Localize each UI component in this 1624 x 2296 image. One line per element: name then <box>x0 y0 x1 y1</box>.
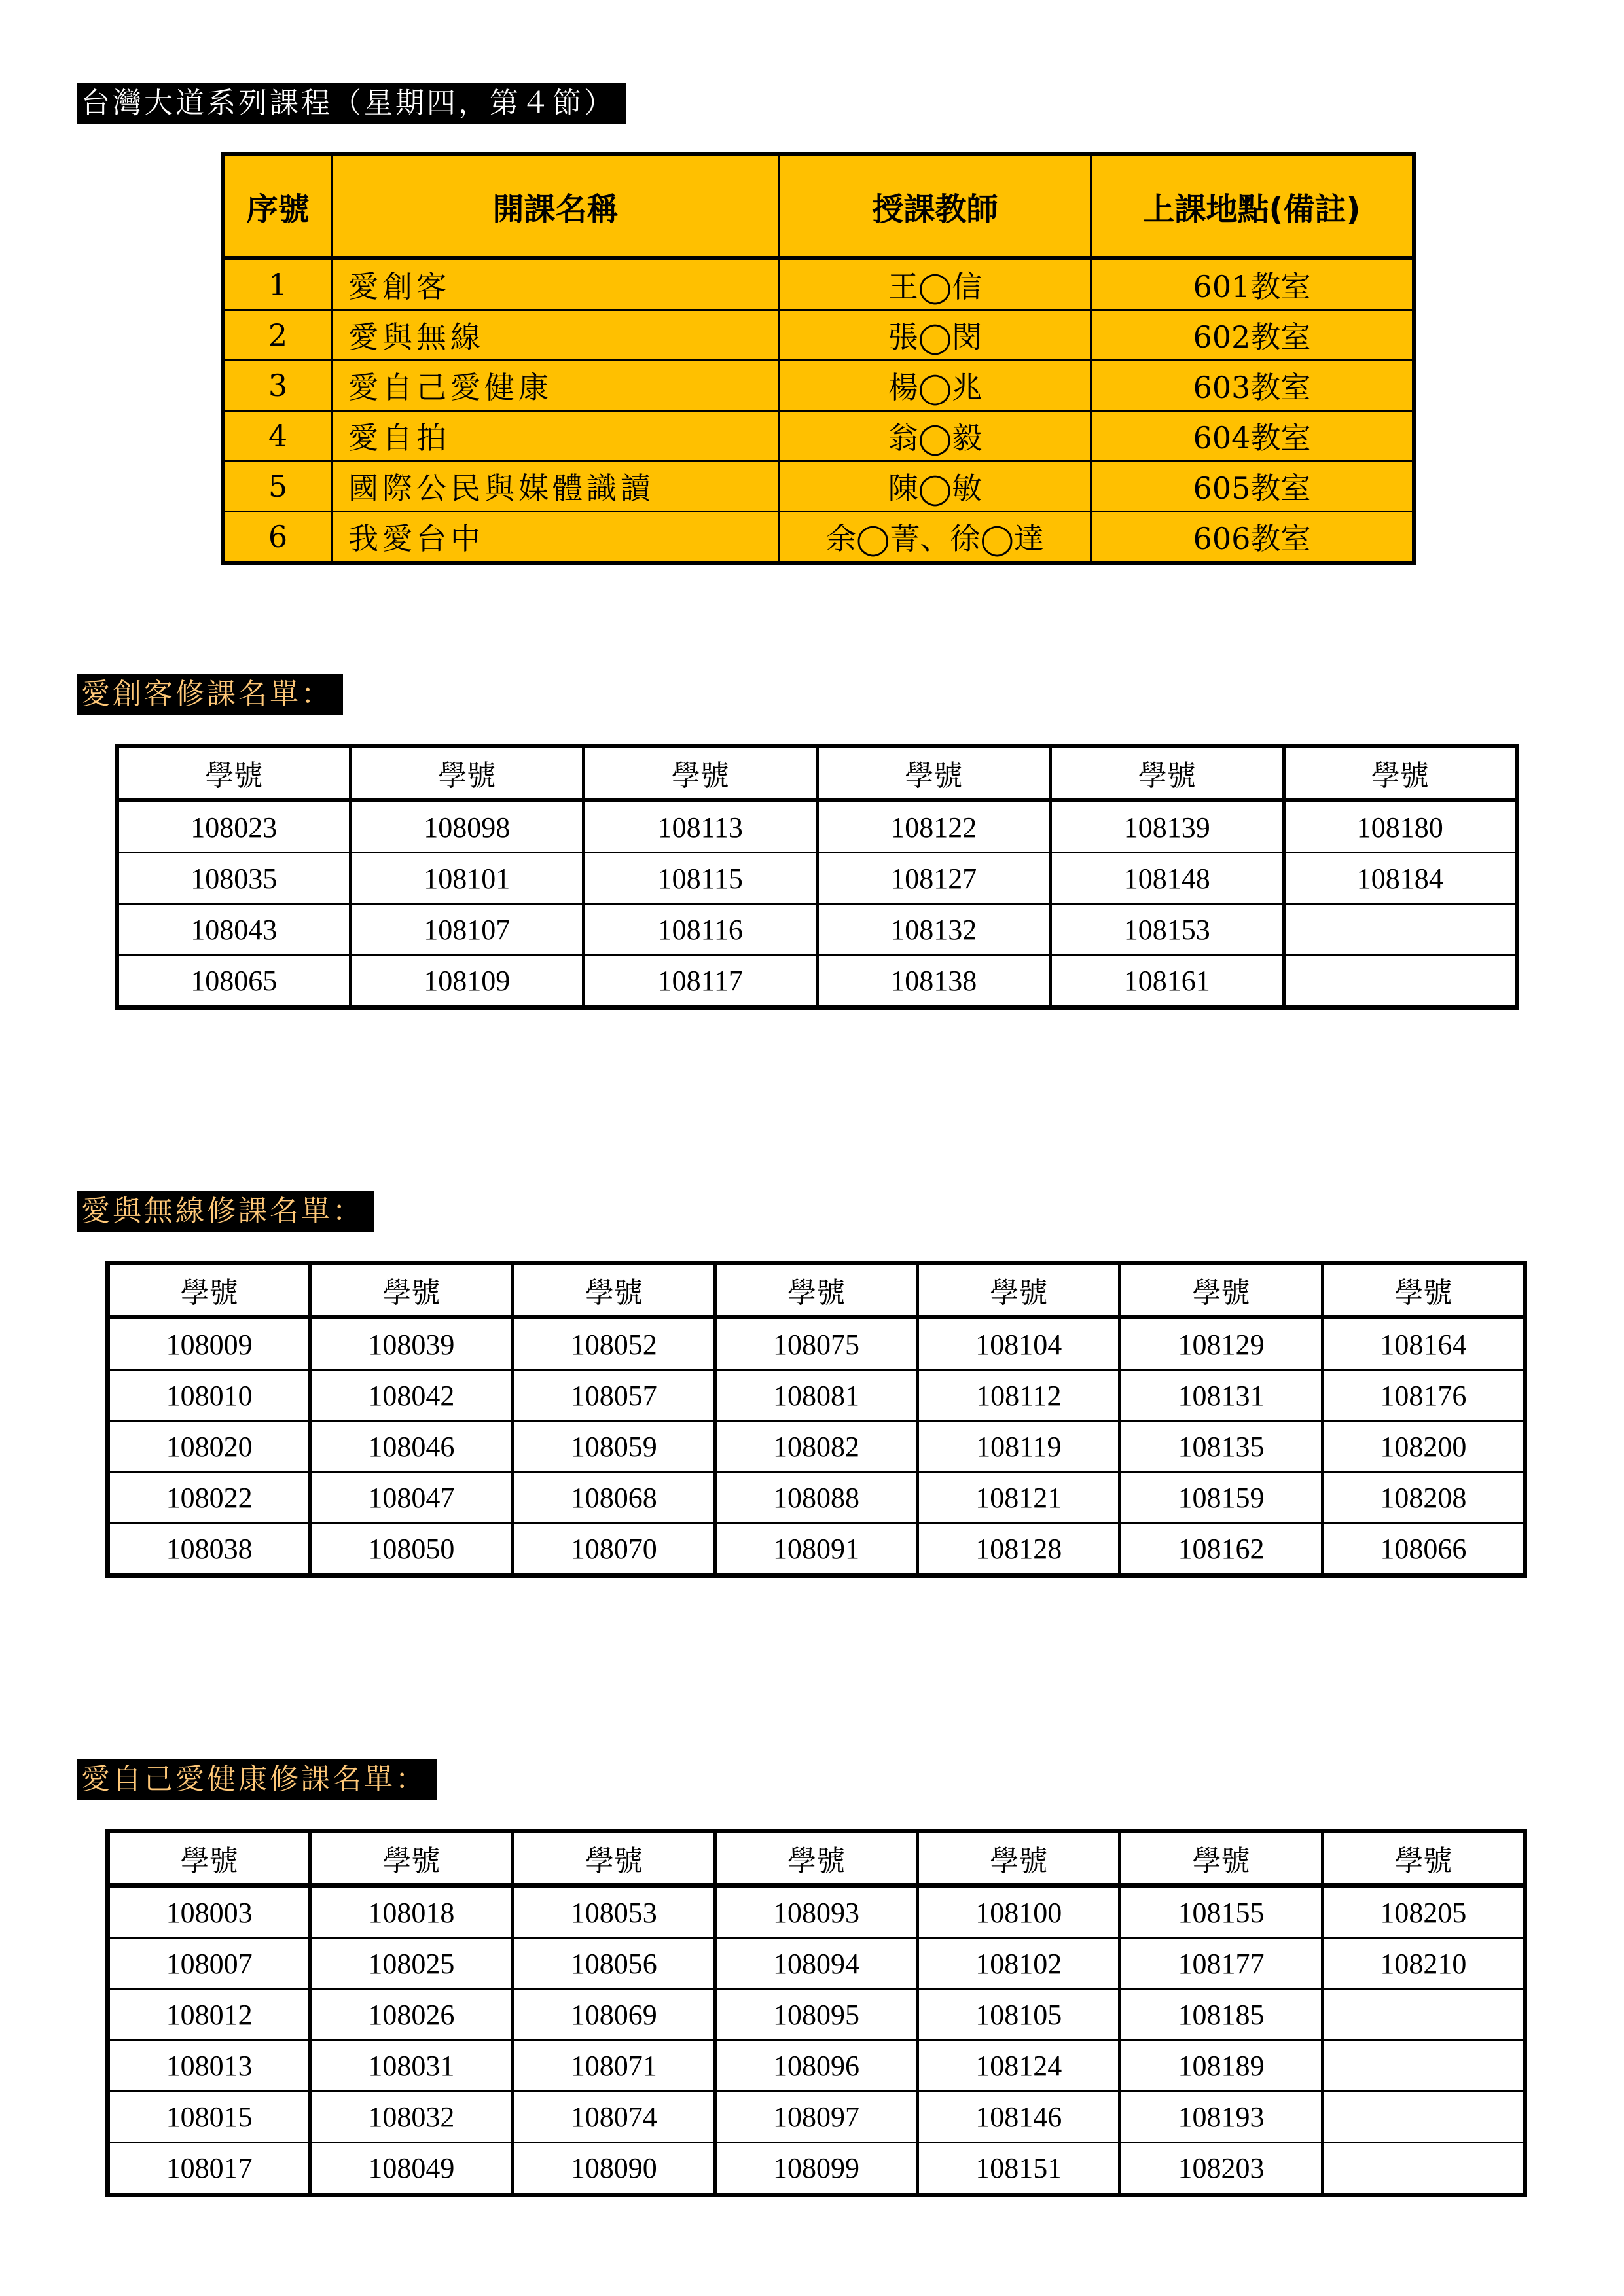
roster-title-health: 愛自己愛健康修課名單： <box>77 1759 437 1800</box>
student-id-cell: 108020 <box>108 1421 310 1472</box>
course-location: 602教室 <box>1091 310 1415 361</box>
student-id-cell: 108193 <box>1120 2091 1322 2142</box>
course-row <box>223 461 1415 512</box>
student-id-cell: 108050 <box>310 1523 513 1576</box>
student-id-cell: 108115 <box>584 853 818 904</box>
student-id-cell: 108105 <box>918 1989 1120 2040</box>
roster-column-header: 學號 <box>513 1263 715 1318</box>
student-id-cell: 108200 <box>1322 1421 1525 1472</box>
student-id-cell: 108094 <box>715 1938 917 1989</box>
student-id-cell: 108121 <box>918 1472 1120 1523</box>
student-id-cell: 108153 <box>1051 904 1284 955</box>
header-teacher: 授課教師 <box>780 154 1091 259</box>
student-id-cell: 108208 <box>1322 1472 1525 1523</box>
student-id-cell: 108013 <box>108 2040 310 2091</box>
table-row <box>108 1938 1525 1989</box>
roster-table-wireless <box>105 1261 1527 1578</box>
table-row <box>108 1318 1525 1371</box>
course-name: 我愛台中 <box>332 512 780 564</box>
student-id-cell <box>1322 2040 1525 2091</box>
student-id-cell: 108116 <box>584 904 818 955</box>
course-name: 愛自拍 <box>332 411 780 461</box>
course-name: 愛創客 <box>332 259 780 310</box>
header-serial: 序號 <box>223 154 332 259</box>
table-row <box>108 1370 1525 1421</box>
course-serial: 2 <box>223 310 332 361</box>
student-id-cell: 108057 <box>513 1370 715 1421</box>
table-row <box>108 1421 1525 1472</box>
student-id-cell: 108093 <box>715 1886 917 1939</box>
roster-column-header: 學號 <box>1322 1263 1525 1318</box>
roster-column-header: 學號 <box>715 1263 917 1318</box>
student-id-cell: 108176 <box>1322 1370 1525 1421</box>
student-id-cell: 108081 <box>715 1370 917 1421</box>
student-id-cell: 108065 <box>117 955 351 1008</box>
student-id-cell: 108009 <box>108 1318 310 1371</box>
student-id-cell <box>1322 2142 1525 2195</box>
roster-column-header: 學號 <box>108 1263 310 1318</box>
course-teacher: 余◯菁、徐◯達 <box>780 512 1091 564</box>
roster-column-header: 學號 <box>1322 1831 1525 1886</box>
student-id-cell: 108148 <box>1051 853 1284 904</box>
student-id-cell: 108042 <box>310 1370 513 1421</box>
student-id-cell: 108003 <box>108 1886 310 1939</box>
student-id-cell: 108162 <box>1120 1523 1322 1576</box>
table-row <box>108 2040 1525 2091</box>
student-id-cell: 108039 <box>310 1318 513 1371</box>
student-id-cell: 108043 <box>117 904 351 955</box>
student-id-cell: 108139 <box>1051 800 1284 853</box>
course-location: 601教室 <box>1091 259 1415 310</box>
student-id-cell: 108032 <box>310 2091 513 2142</box>
student-id-cell: 108146 <box>918 2091 1120 2142</box>
student-id-cell: 108095 <box>715 1989 917 2040</box>
course-serial: 4 <box>223 411 332 461</box>
student-id-cell: 108127 <box>817 853 1051 904</box>
student-id-cell: 108161 <box>1051 955 1284 1008</box>
roster-column-header: 學號 <box>918 1831 1120 1886</box>
course-location: 603教室 <box>1091 361 1415 411</box>
roster-title-maker: 愛創客修課名單： <box>77 674 343 715</box>
roster-column-header: 學號 <box>1120 1831 1322 1886</box>
course-teacher: 陳◯敏 <box>780 461 1091 512</box>
student-id-cell: 108189 <box>1120 2040 1322 2091</box>
student-id-cell: 108070 <box>513 1523 715 1576</box>
student-id-cell: 108075 <box>715 1318 917 1371</box>
student-id-cell: 108117 <box>584 955 818 1008</box>
student-id-cell: 108113 <box>584 800 818 853</box>
student-id-cell: 108068 <box>513 1472 715 1523</box>
student-id-cell: 108107 <box>350 904 584 955</box>
roster-column-header: 學號 <box>1284 746 1517 800</box>
student-id-cell: 108177 <box>1120 1938 1322 1989</box>
student-id-cell: 108119 <box>918 1421 1120 1472</box>
student-id-cell: 108104 <box>918 1318 1120 1371</box>
course-serial: 3 <box>223 361 332 411</box>
course-teacher: 張◯閔 <box>780 310 1091 361</box>
student-id-cell: 108091 <box>715 1523 917 1576</box>
table-row <box>108 1523 1525 1576</box>
header-location: 上課地點(備註) <box>1091 154 1415 259</box>
roster-header-row <box>117 746 1517 800</box>
student-id-cell: 108059 <box>513 1421 715 1472</box>
student-id-cell: 108185 <box>1120 1989 1322 2040</box>
student-id-cell: 108025 <box>310 1938 513 1989</box>
table-row <box>117 955 1517 1008</box>
student-id-cell: 108184 <box>1284 853 1517 904</box>
student-id-cell: 108109 <box>350 955 584 1008</box>
student-id-cell: 108056 <box>513 1938 715 1989</box>
roster-column-header: 學號 <box>918 1263 1120 1318</box>
table-row <box>108 2142 1525 2195</box>
student-id-cell: 108046 <box>310 1421 513 1472</box>
student-id-cell: 108071 <box>513 2040 715 2091</box>
student-id-cell: 108031 <box>310 2040 513 2091</box>
student-id-cell: 108210 <box>1322 1938 1525 1989</box>
student-id-cell: 108132 <box>817 904 1051 955</box>
roster-column-header: 學號 <box>1120 1263 1322 1318</box>
course-location: 606教室 <box>1091 512 1415 564</box>
student-id-cell: 108038 <box>108 1523 310 1576</box>
course-row <box>223 310 1415 361</box>
student-id-cell: 108151 <box>918 2142 1120 2195</box>
student-id-cell: 108135 <box>1120 1421 1322 1472</box>
student-id-cell <box>1284 955 1517 1008</box>
student-id-cell: 108102 <box>918 1938 1120 1989</box>
student-id-cell: 108088 <box>715 1472 917 1523</box>
student-id-cell: 108069 <box>513 1989 715 2040</box>
roster-column-header: 學號 <box>117 746 351 800</box>
course-teacher: 楊◯兆 <box>780 361 1091 411</box>
course-name: 愛自己愛健康 <box>332 361 780 411</box>
student-id-cell: 108101 <box>350 853 584 904</box>
student-id-cell: 108097 <box>715 2091 917 2142</box>
student-id-cell: 108180 <box>1284 800 1517 853</box>
roster-column-header: 學號 <box>108 1831 310 1886</box>
roster-column-header: 學號 <box>817 746 1051 800</box>
course-teacher: 翁◯毅 <box>780 411 1091 461</box>
course-header-row <box>223 154 1415 259</box>
course-location: 605教室 <box>1091 461 1415 512</box>
student-id-cell: 108138 <box>817 955 1051 1008</box>
student-id-cell: 108023 <box>117 800 351 853</box>
student-id-cell: 108049 <box>310 2142 513 2195</box>
student-id-cell: 108124 <box>918 2040 1120 2091</box>
student-id-cell: 108022 <box>108 1472 310 1523</box>
student-id-cell: 108099 <box>715 2142 917 2195</box>
course-name: 愛與無線 <box>332 310 780 361</box>
student-id-cell: 108164 <box>1322 1318 1525 1371</box>
course-row <box>223 512 1415 564</box>
table-row <box>108 1989 1525 2040</box>
header-course-name: 開課名稱 <box>332 154 780 259</box>
roster-table-health <box>105 1829 1527 2197</box>
student-id-cell: 108155 <box>1120 1886 1322 1939</box>
student-id-cell: 108052 <box>513 1318 715 1371</box>
table-row <box>117 853 1517 904</box>
roster-title-wireless: 愛與無線修課名單： <box>77 1191 374 1232</box>
student-id-cell: 108047 <box>310 1472 513 1523</box>
student-id-cell: 108015 <box>108 2091 310 2142</box>
student-id-cell: 108018 <box>310 1886 513 1939</box>
roster-table-maker <box>115 744 1519 1010</box>
student-id-cell: 108128 <box>918 1523 1120 1576</box>
roster-column-header: 學號 <box>310 1831 513 1886</box>
course-serial: 5 <box>223 461 332 512</box>
student-id-cell: 108066 <box>1322 1523 1525 1576</box>
student-id-cell: 108082 <box>715 1421 917 1472</box>
roster-header-row <box>108 1831 1525 1886</box>
schedule-title: 台灣大道系列課程（星期四，第４節） <box>77 83 626 124</box>
course-row <box>223 361 1415 411</box>
course-teacher: 王◯信 <box>780 259 1091 310</box>
student-id-cell: 108122 <box>817 800 1051 853</box>
student-id-cell: 108098 <box>350 800 584 853</box>
roster-column-header: 學號 <box>584 746 818 800</box>
student-id-cell: 108159 <box>1120 1472 1322 1523</box>
roster-column-header: 學號 <box>513 1831 715 1886</box>
table-row <box>108 1472 1525 1523</box>
student-id-cell: 108203 <box>1120 2142 1322 2195</box>
table-row <box>117 800 1517 853</box>
course-table <box>221 152 1416 565</box>
student-id-cell: 108096 <box>715 2040 917 2091</box>
student-id-cell: 108026 <box>310 1989 513 2040</box>
student-id-cell: 108053 <box>513 1886 715 1939</box>
student-id-cell: 108010 <box>108 1370 310 1421</box>
course-location: 604教室 <box>1091 411 1415 461</box>
table-row <box>108 2091 1525 2142</box>
student-id-cell: 108100 <box>918 1886 1120 1939</box>
student-id-cell <box>1284 904 1517 955</box>
course-serial: 6 <box>223 512 332 564</box>
student-id-cell: 108074 <box>513 2091 715 2142</box>
course-row <box>223 411 1415 461</box>
student-id-cell <box>1322 1989 1525 2040</box>
roster-column-header: 學號 <box>310 1263 513 1318</box>
course-serial: 1 <box>223 259 332 310</box>
course-row <box>223 259 1415 310</box>
student-id-cell: 108129 <box>1120 1318 1322 1371</box>
student-id-cell: 108112 <box>918 1370 1120 1421</box>
roster-column-header: 學號 <box>715 1831 917 1886</box>
student-id-cell: 108017 <box>108 2142 310 2195</box>
student-id-cell: 108205 <box>1322 1886 1525 1939</box>
roster-column-header: 學號 <box>350 746 584 800</box>
table-row <box>108 1886 1525 1939</box>
roster-header-row <box>108 1263 1525 1318</box>
course-name: 國際公民與媒體識讀 <box>332 461 780 512</box>
roster-column-header: 學號 <box>1051 746 1284 800</box>
student-id-cell <box>1322 2091 1525 2142</box>
student-id-cell: 108007 <box>108 1938 310 1989</box>
student-id-cell: 108131 <box>1120 1370 1322 1421</box>
student-id-cell: 108035 <box>117 853 351 904</box>
table-row <box>117 904 1517 955</box>
student-id-cell: 108012 <box>108 1989 310 2040</box>
student-id-cell: 108090 <box>513 2142 715 2195</box>
